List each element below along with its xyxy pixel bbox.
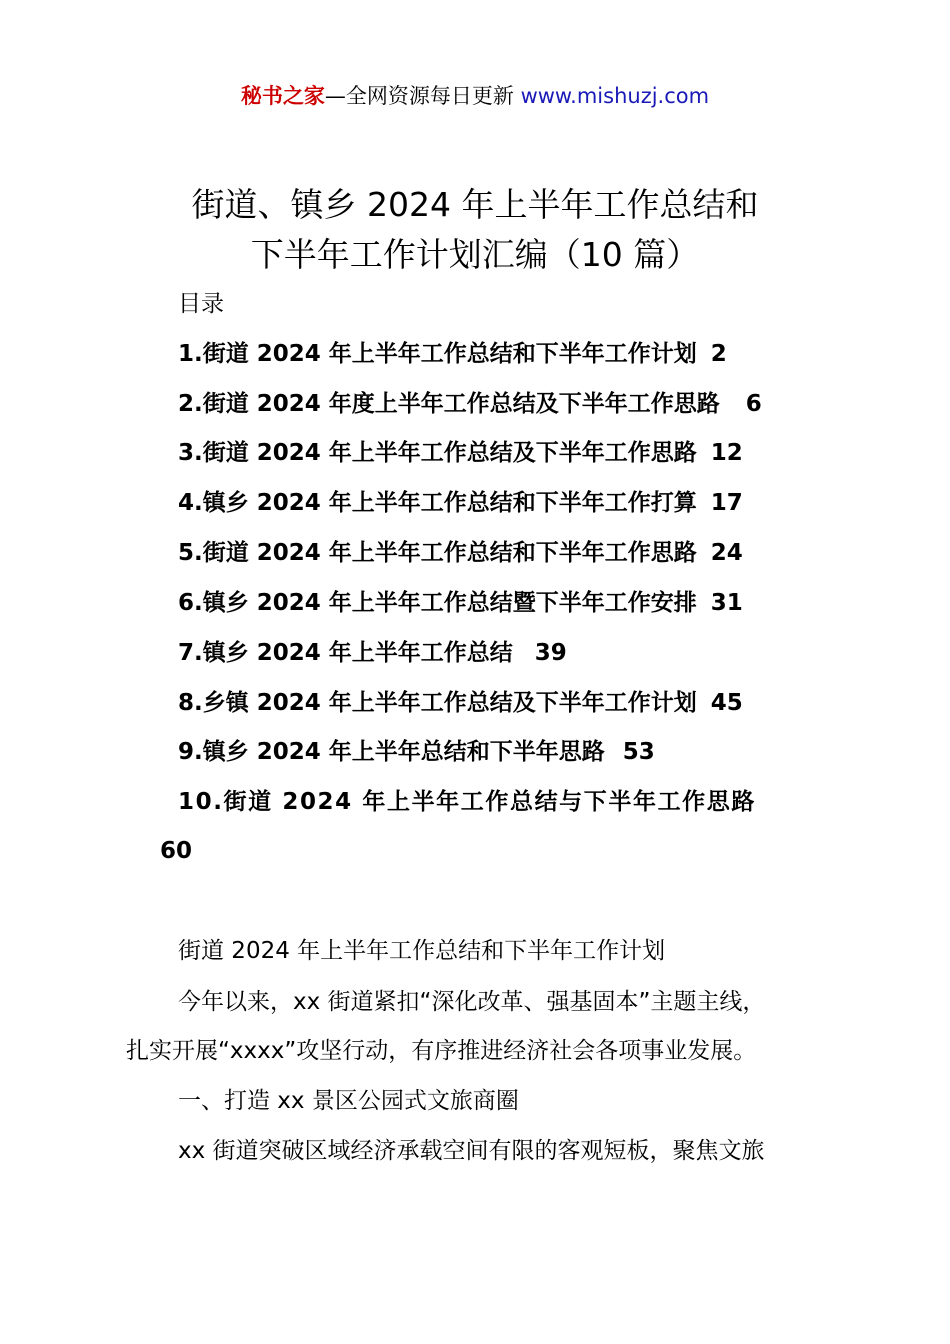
- toc-item-title: 镇乡 2024 年上半年工作总结和下半年工作打算: [202, 490, 697, 516]
- toc-item[interactable]: [178, 485, 743, 521]
- toc-item-title: 镇乡 2024 年上半年总结和下半年思路: [202, 739, 605, 765]
- toc-item[interactable]: [178, 336, 727, 372]
- toc-item[interactable]: [178, 386, 762, 422]
- toc-item-title: 街道 2024 年上半年工作总结及下半年工作思路: [202, 440, 697, 466]
- toc-item-page: 24: [710, 540, 743, 566]
- toc-item-number: 9.: [178, 739, 203, 765]
- toc-item-number: 1.: [178, 341, 203, 367]
- toc-item[interactable]: [178, 784, 756, 820]
- toc-item-number: 5.: [178, 540, 203, 566]
- section-title: 街道 2024 年上半年工作总结和下半年工作计划: [178, 938, 666, 964]
- paragraph-line: 扎实开展“xxxx”攻坚行动，有序推进经济社会各项事业发展。: [126, 1038, 757, 1064]
- toc-item-title: 街道 2024 年度上半年工作总结及下半年工作思路: [202, 391, 720, 417]
- site-header: [0, 80, 950, 112]
- toc-item-page: 39: [534, 640, 567, 666]
- paragraph-line: xx 街道突破区域经济承载空间有限的客观短板，聚焦文旅: [178, 1138, 765, 1164]
- toc-item-page: 6: [745, 391, 762, 417]
- toc-item[interactable]: [178, 435, 743, 471]
- toc-label: 目录: [178, 291, 224, 317]
- toc-item-number: 8.: [178, 690, 203, 716]
- brand-name: 秘书之家: [240, 84, 325, 108]
- toc-item-page: 17: [710, 490, 743, 516]
- toc-item-page: 12: [710, 440, 743, 466]
- toc-item[interactable]: [178, 535, 743, 571]
- toc-item-number: 6.: [178, 590, 203, 616]
- toc-item-page: 53: [622, 739, 655, 765]
- toc-item-number: 10.: [178, 789, 224, 815]
- section-heading: 一、打造 xx 景区公园式文旅商圈: [178, 1088, 519, 1114]
- toc-item-page: 45: [710, 690, 743, 716]
- toc-item-title: 街道 2024 年上半年工作总结和下半年工作计划: [202, 341, 697, 367]
- toc-item[interactable]: [178, 635, 567, 671]
- paragraph-line: 今年以来，xx 街道紧扣“深化改革、强基固本”主题主线，: [178, 989, 766, 1015]
- toc-item-title: 乡镇 2024 年上半年工作总结及下半年工作计划: [202, 690, 697, 716]
- document-title-line-2: 下半年工作计划汇编（10 篇）: [250, 235, 700, 274]
- toc-item-title: 街道 2024 年上半年工作总结和下半年工作思路: [202, 540, 697, 566]
- toc-item[interactable]: [178, 585, 743, 621]
- toc-item-title: 镇乡 2024 年上半年工作总结暨下半年工作安排: [202, 590, 697, 616]
- toc-item[interactable]: [178, 685, 743, 721]
- toc-item-page: 60: [160, 838, 193, 864]
- toc-item-page: 2: [710, 341, 727, 367]
- toc-item-number: 7.: [178, 640, 203, 666]
- toc-item-title: 街道 2024 年上半年工作总结与下半年工作思路: [223, 789, 756, 815]
- header-tagline: —全网资源每日更新: [324, 84, 514, 108]
- site-url-link[interactable]: www.mishuzj.com: [520, 84, 710, 108]
- document-title-line-1: 街道、镇乡 2024 年上半年工作总结和: [191, 185, 759, 224]
- toc-item-number: 4.: [178, 490, 203, 516]
- toc-item-number: 2.: [178, 391, 203, 417]
- toc-item-title: 镇乡 2024 年上半年工作总结: [202, 640, 513, 666]
- toc-item[interactable]: [178, 734, 655, 770]
- toc-item-page: 31: [710, 590, 743, 616]
- toc-item-number: 3.: [178, 440, 203, 466]
